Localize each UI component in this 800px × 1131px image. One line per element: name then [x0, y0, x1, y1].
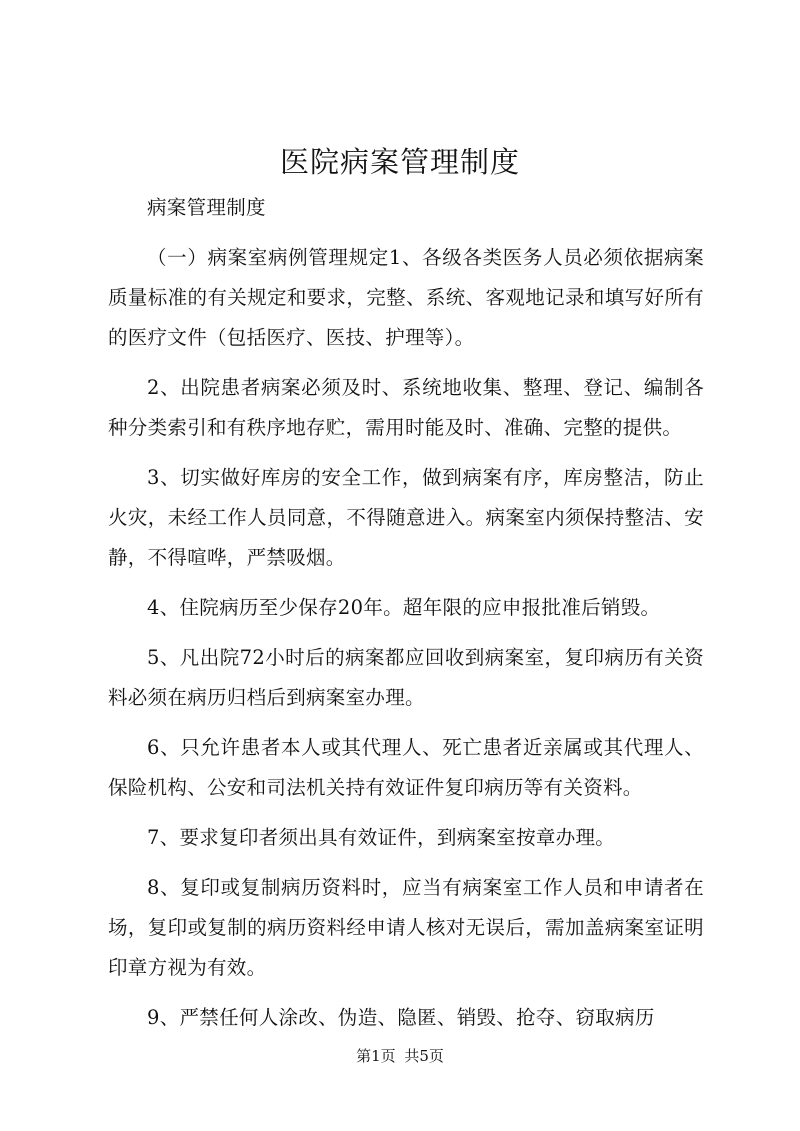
- paragraph-rule-8: 8、复印或复制病历资料时，应当有病案室工作人员和申请者在场，复印或复制的病历资料经申请人核对无误后，需加盖病案室证明印章方视为有效。: [108, 876, 704, 979]
- paragraph-rule-6: 6、只允许患者本人或其代理人、死亡患者近亲属或其代理人、保险机构、公安和司法机关持有效证件复印病历等有关资料。: [108, 736, 704, 799]
- paragraph-rule-2: 2、出院患者病案必须及时、系统地收集、整理、登记、编制各种分类索引和有秩序地存贮，需用时能及时、准确、完整的提供。: [108, 376, 704, 439]
- paragraph-rule-1: （一）病案室病例管理规定1、各级各类医务人员必须依据病案质量标准的有关规定和要求，完整、系统、客观地记录和填写好所有的医疗文件（包括医疗、医技、护理等）。: [108, 246, 704, 349]
- document-title: 医院病案管理制度: [279, 145, 520, 179]
- paragraph-rule-9: 9、严禁任何人涂改、伪造、隐匿、销毁、抢夺、窃取病历: [147, 1006, 655, 1029]
- paragraph-rule-3: 3、切实做好库房的安全工作，做到病案有序，库房整洁，防止火灾，未经工作人员同意，不得随意进入。病案室内须保持整洁、安静，不得喧哗，严禁吸烟。: [108, 466, 704, 569]
- paragraph-rule-4: 4、住院病历至少保存20年。超年限的应申报批准后销毁。: [147, 596, 661, 619]
- document-body: [108, 188, 704, 1038]
- page-number-footer: 第1页 共5页: [356, 1047, 444, 1065]
- paragraph-rule-5: 5、凡出院72小时后的病案都应回收到病案室，复印病历有关资料必须在病历归档后到病案室办理。: [108, 646, 704, 709]
- paragraph-section-heading: 病案管理制度: [147, 196, 266, 219]
- paragraph-rule-7: 7、要求复印者须出具有效证件，到病案室按章办理。: [147, 826, 616, 849]
